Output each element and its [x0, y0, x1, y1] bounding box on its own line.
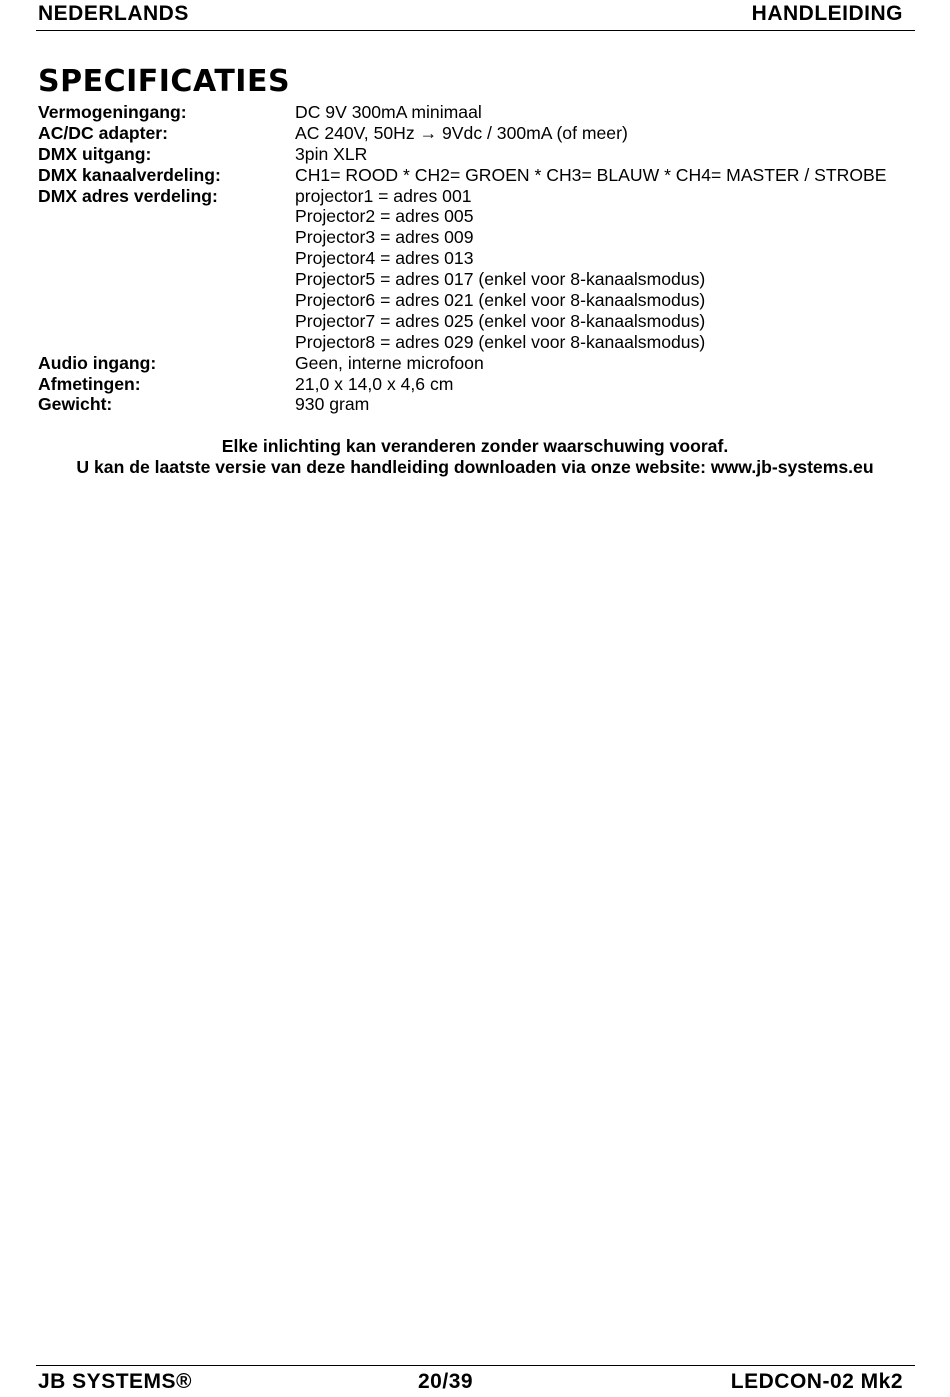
- spec-label: [38, 269, 295, 290]
- spec-value: 930 gram: [295, 394, 370, 415]
- spec-label: [38, 311, 295, 332]
- spec-row-dmx-address-4: [38, 248, 918, 269]
- page-header: [36, 2, 915, 31]
- disclaimer-line: Elke inlichting kan veranderen zonder waarschuwing vooraf.: [221, 436, 729, 456]
- spec-label: DMX uitgang:: [38, 143, 152, 164]
- spec-value: Projector3 = adres 009: [295, 227, 474, 248]
- spec-row-dmx-address-6: [38, 290, 918, 311]
- spec-label: [38, 332, 295, 353]
- download-line: U kan de laatste versie van deze handleiding downloaden via onze website: www.jb-systems.eu: [76, 456, 874, 477]
- spec-row-dmx-output: [38, 144, 918, 165]
- spec-label: Audio ingang:: [38, 352, 157, 373]
- spec-value: Projector8 = adres 029 (enkel voor 8-kanaalsmodus): [295, 331, 706, 352]
- spec-row-dmx-channels: [38, 165, 918, 186]
- footer-page-number: 20/39: [418, 1370, 474, 1393]
- spec-value: Projector7 = adres 025 (enkel voor 8-kanaalsmodus): [295, 310, 706, 331]
- spec-value: DC 9V 300mA minimaal: [295, 102, 482, 122]
- spec-table: [38, 102, 918, 415]
- header-document-type: HANDLEIDING: [751, 2, 903, 25]
- spec-value: Geen, interne microfoon: [295, 352, 484, 373]
- spec-label: DMX adres verdeling:: [38, 185, 218, 206]
- spec-label: [38, 227, 295, 248]
- spec-row-adapter: [38, 123, 918, 144]
- spec-label: DMX kanaalverdeling:: [38, 164, 221, 185]
- header-language: NEDERLANDS: [38, 2, 189, 25]
- spec-row-dmx-address-8: [38, 332, 918, 353]
- spec-label: Afmetingen:: [38, 373, 141, 394]
- spec-label: [38, 206, 295, 227]
- spec-value: Projector4 = adres 013: [295, 248, 474, 269]
- spec-label: [38, 248, 295, 269]
- spec-label: AC/DC adapter:: [38, 122, 169, 143]
- spec-value: Projector6 = adres 021 (enkel voor 8-kanaalsmodus): [295, 290, 706, 311]
- spec-label: Vermogeningang:: [38, 102, 187, 122]
- spec-row-audio-input: [38, 353, 918, 374]
- spec-row-dmx-address-2: [38, 206, 918, 227]
- spec-label: [38, 290, 295, 311]
- spec-value: Projector5 = adres 017 (enkel voor 8-kanaalsmodus): [295, 269, 706, 290]
- spec-value: CH1= ROOD * CH2= GROEN * CH3= BLAUW * CH4= MASTER / STROBE: [295, 164, 887, 185]
- spec-row-dimensions: [38, 374, 918, 395]
- spec-value: AC 240V, 50Hz → 9Vdc / 300mA (of meer): [295, 122, 628, 143]
- spec-row-weight: [38, 394, 918, 415]
- spec-label: Gewicht:: [38, 394, 113, 415]
- footer-brand: JB SYSTEMS®: [38, 1370, 193, 1393]
- spec-value: 21,0 x 14,0 x 4,6 cm: [295, 373, 454, 394]
- section-title: SPECIFICATIES: [38, 64, 291, 99]
- spec-value: Projector2 = adres 005: [295, 206, 474, 227]
- disclaimer-notice: [0, 436, 950, 478]
- spec-value: projector1 = adres 001: [295, 185, 472, 206]
- spec-row-dmx-address-3: [38, 227, 918, 248]
- spec-row-dmx-address: [38, 186, 918, 207]
- page-footer: [36, 1365, 915, 1396]
- spec-row-dmx-address-7: [38, 311, 918, 332]
- spec-row-dmx-address-5: [38, 269, 918, 290]
- spec-row-power-input: [38, 102, 918, 123]
- spec-value: 3pin XLR: [295, 143, 368, 164]
- footer-model: LEDCON-02 Mk2: [730, 1370, 903, 1393]
